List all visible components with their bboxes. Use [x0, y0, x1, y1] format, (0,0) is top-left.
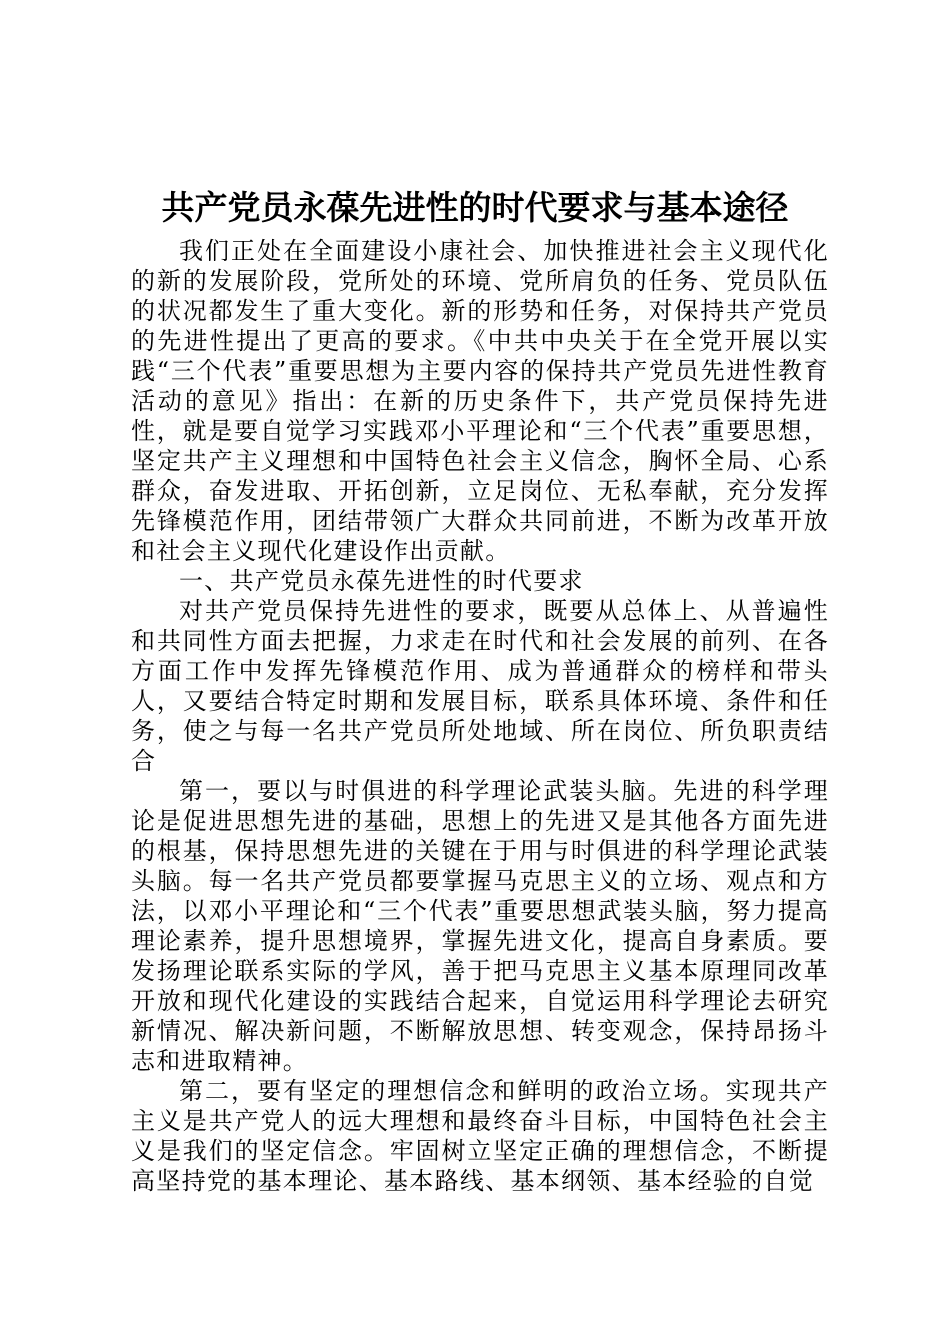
paragraph-requirements: 对共产党员保持先进性的要求，既要从总体上、从普遍性和共同性方面去把握，力求走在时代和社会发展的前列、在各方面工作中发挥先锋模范作用、成为普通群众的榜样和带头人，又要结合特定时期和发展目标，联系具体环境、条件和任务，使之与每一名共产党员所处地域、所在岗位、所负职责结合: [131, 597, 829, 775]
section-heading-1: 一、共产党员永葆先进性的时代要求: [179, 567, 584, 595]
document-body: [131, 236, 829, 1196]
paragraph-intro: 我们正处在全面建设小康社会、加快推进社会主义现代化的新的发展阶段，党所处的环境、党所肩负的任务、党员队伍的状况都发生了重大变化。新的形势和任务，对保持共产党员的先进性提出了更高的要求。《中共中央关于在全党开展以实践“三个代表”重要思想为主要内容的保持共产党员先进性教育活动的意见》指出：在新的历史条件下，共产党员保持先进性，就是要自觉学习实践邓小平理论和“三个代表”重要思想，坚定共产主义理想和中国特色社会主义信念，胸怀全局、心系群众，奋发进取、开拓创新，立足岗位、无私奉献，充分发挥先锋模范作用，团结带领广大群众共同前进，不断为改革开放和社会主义现代化建设作出贡献。: [131, 237, 829, 565]
paragraph-first-point: 第一，要以与时俱进的科学理论武装头脑。先进的科学理论是促进思想先进的基础，思想上的先进又是其他各方面先进的根基，保持思想先进的关键在于用与时俱进的科学理论武装头脑。每一名共产党员都要掌握马克思主义的立场、观点和方法，以邓小平理论和“三个代表”重要思想武装头脑，努力提高理论素养，提升思想境界，掌握先进文化，提高自身素质。要发扬理论联系实际的学风，善于把马克思主义基本原理同改革开放和现代化建设的实践结合起来，自觉运用科学理论去研究新情况、解决新问题，不断解放思想、转变观念，保持昂扬斗志和进取精神。: [131, 777, 829, 1075]
document-title: 共产党员永葆先进性的时代要求与基本途径: [161, 188, 789, 227]
paragraph-second-point: 第二，要有坚定的理想信念和鲜明的政治立场。实现共产主义是共产党人的远大理想和最终奋斗目标，中国特色社会主义是我们的坚定信念。牢固树立坚定正确的理想信念，不断提高坚持党的基本理论、基本路线、基本纲领、基本经验的自觉: [131, 1077, 829, 1195]
